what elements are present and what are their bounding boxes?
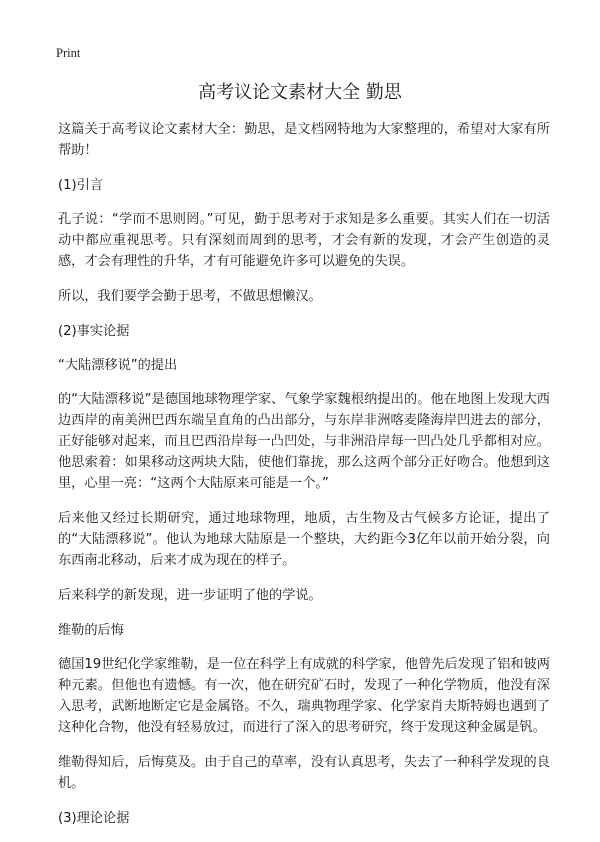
subheading-wohler-regret: 维勒的后悔 [58,623,124,638]
intro-paragraph: 这篇关于高考议论文素材大全：勤思，是文档网特地为大家整理的，希望对大家有所帮助！ [58,122,550,158]
document-body [58,119,550,842]
body-paragraph: 孔子说：“学而不思则罔。”可见，勤于思考对于求知是多么重要。其实人们在一切活动中都应重视思考。只有深刻而周到的思考，才会有新的发现，才会产生创造的灵感，才会有理性的升华，才有可能避免许多可以避免的失误。 [58,212,550,269]
section-heading-introduction: (1)引言 [58,178,104,193]
body-paragraph: 所以，我们要学会勤于思考，不做思想懒汉。 [58,289,322,304]
body-paragraph: 后来他又经过长期研究，通过地球物理，地质，古生物及古气候多方论证，提出了的“大陆漂移说”。他认为地球大陆原是一个整块，大约距今3亿年以前开始分裂，向东西南北移动，后来才成为现在的样子。 [58,511,550,568]
document-title: 高考议论文素材大全 勤思 [198,82,402,103]
body-paragraph: 的“大陆漂移说”是德国地球物理学家、气象学家魏根纳提出的。他在地图上发现大西边西岸的南美洲巴西东端呈直角的凸出部分，与东岸非洲喀麦隆海岸凹进去的部分，正好能够对起来，而且巴西沿岸每一凸凹处，与非洲沿岸每一凹凸处几乎都相对应。他思索着：如果移动这两块大陆，使他们靠拢，那么这两个部分正好吻合。他想到这里，心里一亮：“这两个大陆原来可能是一个。” [58,392,550,491]
subheading-continental-drift: “大陆漂移说”的提出 [58,358,178,373]
body-paragraph: 德国19世纪化学家维勒，是一位在科学上有成就的科学家，他曾先后发现了铝和铍两种元素。但他也有遗憾。有一次，他在研究矿石时，发现了一种化学物质，他没有深入思考，武断地断定它是金属铬。不久，瑞典物理学家、化学家肖夫斯特姆也遇到了这种化合物，他没有轻易放过，而进行了深入的思考研究，终于发现这种金属是钒。 [58,657,550,735]
print-link[interactable]: Print [56,46,81,60]
body-paragraph: 维勒得知后，后悔莫及。由于自己的草率，没有认真思考，失去了一种科学发现的良机。 [58,755,550,791]
body-paragraph: 后来科学的新发现，进一步证明了他的学说。 [58,588,322,603]
section-heading-theory: (3)理论论据 [58,811,130,826]
section-heading-facts: (2)事实论据 [58,324,130,339]
